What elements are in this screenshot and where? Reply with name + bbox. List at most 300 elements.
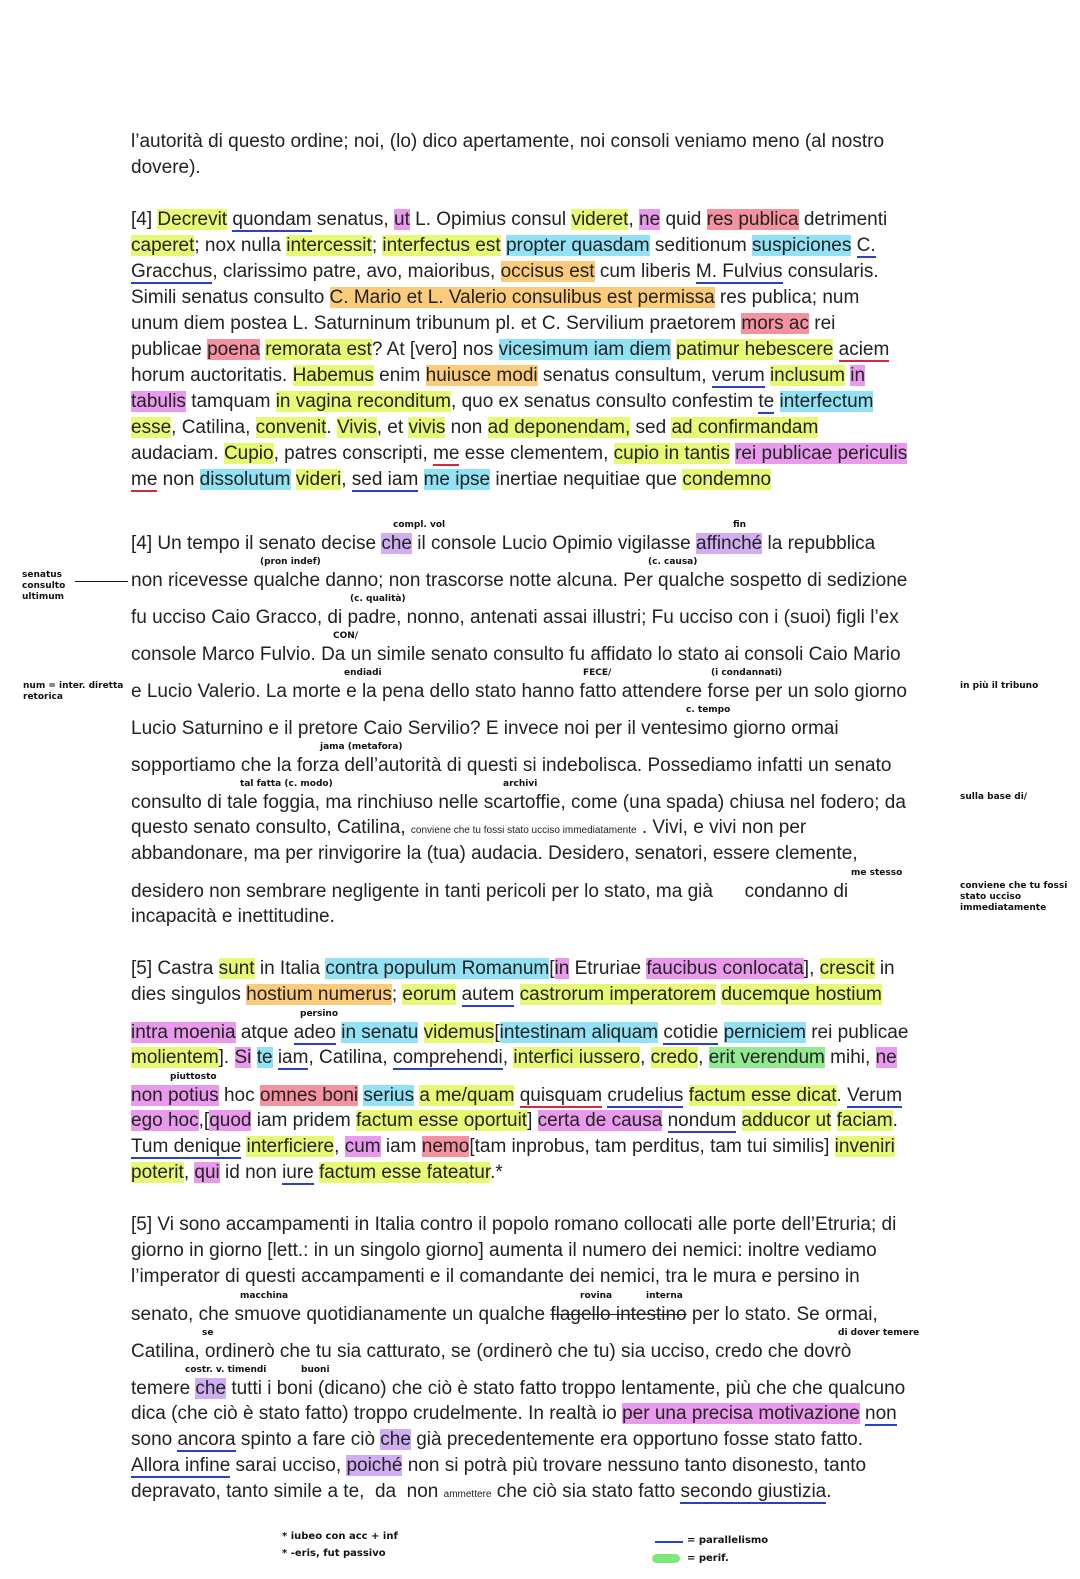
annotation: (c. qualità): [350, 594, 406, 604]
highlighted-phrase: C.: [856, 235, 876, 256]
annotation: buoni: [301, 1365, 330, 1375]
text-segment: atque: [235, 1022, 294, 1043]
text-segment: cum liberis: [594, 261, 696, 282]
text-segment: , patres conscripti,: [273, 443, 434, 464]
highlighted-phrase: ne: [639, 209, 661, 230]
text-segment: ? At [vero] nos: [371, 339, 499, 360]
highlighted-phrase: patimur hebescere: [675, 339, 834, 360]
text-segment: ,: [640, 1047, 651, 1068]
annotation: interna: [646, 1291, 683, 1301]
highlighted-phrase: propter quasdam: [505, 235, 650, 256]
highlighted-phrase: quondam: [232, 209, 312, 230]
text-line: [131, 1264, 1031, 1290]
text-line: [131, 129, 1031, 155]
text-segment: [5] Castra: [131, 958, 219, 979]
highlighted-phrase: caperet: [131, 235, 195, 256]
text-line: [131, 1212, 1031, 1238]
highlighted-phrase: ammettere: [443, 1489, 492, 1500]
text-line: [131, 815, 1031, 841]
highlighted-phrase: perniciem: [723, 1022, 806, 1043]
text-segment: l’autorità di questo ordine; noi, (lo) dico apertamente, noi consoli veniamo meno (al nostro: [131, 131, 885, 152]
annotation: rovina: [580, 1291, 613, 1301]
highlighted-phrase: poiché: [346, 1455, 403, 1476]
highlighted-phrase: molientem: [131, 1047, 219, 1068]
text-segment: [418, 1022, 423, 1043]
text-line: [23, 667, 1039, 704]
highlighted-phrase: cum: [344, 1136, 381, 1157]
highlighted-phrase: adducor ut: [741, 1110, 832, 1131]
annotation: compl. vol: [393, 520, 446, 530]
text-segment: L. Opimius consul: [409, 209, 572, 230]
annotation: FECE/: [583, 668, 612, 678]
text-line: [131, 1108, 1031, 1134]
text-line: [131, 956, 1031, 982]
text-line: [131, 904, 1031, 930]
text-segment: [514, 1085, 519, 1106]
text-line: [131, 519, 1031, 556]
text-segment: [4]: [131, 209, 158, 230]
text-line: [131, 207, 1031, 233]
highlighted-phrase: te: [758, 391, 775, 412]
text-segment: ,[: [198, 1110, 210, 1131]
annotation-margin: sulla base di/: [960, 792, 1028, 802]
highlighted-phrase: castrorum imperatorem: [519, 984, 717, 1005]
highlighted-phrase: M. Fulvius: [695, 261, 783, 282]
text-segment: hoc: [218, 1085, 260, 1106]
annotation: CON/: [333, 631, 359, 641]
text-segment: ,: [183, 1162, 195, 1183]
highlighted-phrase: poena: [207, 339, 260, 360]
highlighted-phrase: in senatu: [341, 1022, 419, 1043]
highlighted-phrase: C. Mario et L. Valerio consulibus est permissa: [329, 287, 715, 308]
text-segment: [851, 235, 856, 256]
text-line: [131, 704, 1031, 741]
highlighted-phrase: ad deponendam,: [487, 417, 631, 438]
note-iubeo: * iubeo con acc + inf: [282, 1531, 398, 1542]
text-segment: già precedentemente era opportuno fosse stato fatto.: [410, 1429, 864, 1450]
text-line: [131, 841, 1031, 867]
text-segment: senato, che smuove quotidianamente un qualche: [131, 1304, 551, 1325]
highlighted-phrase: me: [433, 443, 460, 464]
highlighted-phrase: tabulis: [131, 391, 186, 412]
highlighted-phrase: erit verendum: [708, 1047, 825, 1068]
text-segment: . Vivi, e vivi non per: [636, 817, 807, 838]
highlighted-phrase: Gracchus: [131, 261, 213, 282]
highlighted-phrase: Allora infine: [131, 1455, 231, 1476]
paragraph-intro: [131, 129, 1031, 181]
text-segment: [833, 339, 838, 360]
annotation: se: [202, 1328, 214, 1338]
text-segment: , clarissimo patre, avo, maioribus,: [212, 261, 501, 282]
highlighted-phrase: interficiere: [246, 1136, 335, 1157]
highlighted-phrase: rei publicae periculis: [735, 443, 908, 464]
highlighted-phrase: dissolutum: [199, 469, 291, 490]
text-line: [131, 1327, 1031, 1364]
text-line: [131, 778, 1031, 815]
text-segment: spinto a fare ciò: [235, 1429, 381, 1450]
text-segment: iam: [380, 1136, 422, 1157]
text-segment: rei publicae: [805, 1022, 909, 1043]
highlighted-phrase: vivis: [408, 417, 446, 438]
highlighted-phrase: videri: [295, 469, 342, 490]
highlighted-phrase: in: [850, 365, 866, 386]
text-segment: tutti i boni (dicano) che ciò è stato fatto troppo lentamente, più che che qualcuno: [226, 1378, 906, 1399]
highlighted-phrase: quisquam: [519, 1085, 603, 1106]
annotation-margin: conviene che tu fossi stato ucciso immediatamente: [960, 881, 1068, 913]
text-line: [131, 441, 1031, 467]
text-line: [131, 1290, 1031, 1327]
annotation: jama (metafora): [320, 742, 403, 752]
text-segment: mihi,: [824, 1047, 876, 1068]
highlighted-phrase: contra populum Romanum: [325, 958, 550, 979]
text-segment: Lucio Saturnino e il pretore Caio Servilio? E invece noi per il ventesimo giorno ormai: [131, 718, 839, 739]
highlighted-phrase: aciem: [838, 339, 890, 360]
text-line: [131, 867, 1068, 913]
annotation: (c. causa): [648, 557, 698, 567]
highlighted-phrase: Si: [234, 1047, 252, 1068]
highlighted-phrase: serius: [363, 1085, 415, 1106]
text-segment: ,: [334, 1136, 345, 1157]
highlighted-phrase: verum: [711, 365, 765, 386]
paragraph-italian-5: [131, 1212, 1031, 1505]
highlighted-phrase: adeo: [293, 1022, 336, 1043]
highlighted-phrase: quod: [209, 1110, 252, 1131]
highlighted-phrase: occisus est: [500, 261, 595, 282]
annotation: archivi: [503, 779, 538, 789]
text-segment: non ricevesse qualche danno; non trascorse notte alcuna. Per qualche sospetto di sedizione: [131, 570, 908, 591]
highlighted-phrase: non potius: [131, 1085, 219, 1106]
highlighted-phrase: me ipse: [423, 469, 491, 490]
highlighted-phrase: Verum: [847, 1085, 903, 1106]
text-segment: ],: [803, 958, 820, 979]
highlighted-phrase: factum esse dicat: [688, 1085, 837, 1106]
text-segment: dovere).: [131, 157, 201, 178]
annotation: (i condannati): [711, 668, 783, 678]
highlighted-phrase: inclusum: [769, 365, 845, 386]
highlighted-phrase: te: [256, 1047, 273, 1068]
highlighted-phrase: eorum: [402, 984, 457, 1005]
highlighted-phrase: vicesimum iam diem: [498, 339, 671, 360]
text-segment: abbandonare, ma per rinvigorire la (tua) audacia. Desidero, senatori, essere clemente,: [131, 843, 858, 864]
highlighted-phrase: autem: [461, 984, 515, 1005]
text-line: [131, 285, 1031, 311]
text-segment: Etruriae: [569, 958, 647, 979]
annotation: fin: [733, 520, 747, 530]
annotation-margin: senatus consulto ultimum: [22, 570, 66, 602]
text-segment: non: [157, 469, 200, 490]
text-segment: [tam inprobus, tam perditus, tam tui similis]: [469, 1136, 835, 1157]
highlighted-phrase: flagello intestino: [550, 1304, 687, 1325]
text-segment: sono: [131, 1429, 178, 1450]
paragraph-italian-4: [22, 519, 1068, 930]
text-line: [131, 1045, 1031, 1071]
highlighted-phrase: credo: [650, 1047, 699, 1068]
text-segment: senatus consultum,: [537, 365, 712, 386]
text-line: [131, 1008, 1031, 1045]
text-segment: ,: [628, 209, 640, 230]
text-segment: iam pridem: [251, 1110, 356, 1131]
text-line: [131, 593, 1031, 630]
text-segment: .: [326, 417, 337, 438]
highlighted-phrase: sunt: [218, 958, 255, 979]
text-segment: ; nox nulla: [194, 235, 287, 256]
highlighted-phrase: hostium numerus: [246, 984, 392, 1005]
text-segment: inertiae nequitiae que: [490, 469, 683, 490]
text-segment: [251, 1047, 256, 1068]
text-segment: [514, 984, 519, 1005]
highlighted-phrase: Cupio: [223, 443, 274, 464]
highlighted-phrase: ad confirmandam: [671, 417, 819, 438]
text-segment: console Marco Fulvio. Da un simile senato consulto fu affidato lo stato ai consoli Caio Mario: [131, 644, 901, 665]
text-segment: l’imperator di questi accampamenti e il comandante dei nemici, tra le mura e persino in: [131, 1266, 860, 1287]
text-segment: consulto di tale foggia, ma rinchiuso nelle scartoffie, come (una spada) chiusa nel fodero; da: [131, 792, 906, 813]
annotation-margin: num = inter. diretta retorica: [23, 681, 124, 702]
highlighted-phrase: ne: [875, 1047, 897, 1068]
highlighted-phrase: comprehendi: [392, 1047, 503, 1068]
text-segment: [: [549, 958, 555, 979]
text-segment: non si potrà più trovare nessuno tanto disonesto, tanto: [402, 1455, 867, 1476]
highlighted-phrase: faciam: [836, 1110, 893, 1131]
text-segment: ;: [391, 984, 403, 1005]
highlighted-phrase: convenit: [255, 417, 327, 438]
text-segment: senatus,: [311, 209, 394, 230]
highlighted-phrase: factum esse fateatur: [319, 1162, 491, 1183]
highlighted-phrase: intra moenia: [131, 1022, 236, 1043]
highlighted-phrase: nondum: [667, 1110, 737, 1131]
text-segment: ].: [218, 1047, 235, 1068]
text-line: [131, 363, 1031, 389]
text-segment: la repubblica: [762, 533, 876, 554]
text-segment: [5] Vi sono accampamenti in Italia contro il popolo romano collocati alle porte dell’Etruria; di: [131, 1214, 897, 1235]
highlighted-phrase: interfici iussero: [513, 1047, 641, 1068]
highlighted-phrase: affinché: [696, 533, 763, 554]
annotation: macchina: [240, 1291, 289, 1301]
text-segment: detrimenti: [798, 209, 888, 230]
text-segment: enim: [373, 365, 426, 386]
highlighted-phrase: cupio in tantis: [613, 443, 730, 464]
highlighted-phrase: in: [554, 958, 570, 979]
text-line: [131, 337, 1031, 363]
legend-parallelismo: = parallelismo: [687, 1535, 769, 1546]
text-line: [131, 1401, 1031, 1427]
text-line: [131, 233, 1031, 259]
highlighted-phrase: res publica: [706, 209, 799, 230]
text-segment: e Lucio Valerio. La morte e la pena dello stato hanno fatto attendere forse per un solo giorno: [131, 681, 907, 702]
annotation: persino: [300, 1009, 339, 1019]
text-segment: [774, 391, 779, 412]
text-segment: desidero non sembrare negligente in tanti pericoli per lo stato, ma già condanno di: [131, 881, 849, 902]
arrow-icon: [75, 581, 128, 582]
annotation: piuttosto: [170, 1072, 217, 1082]
highlighted-phrase: huiusce modi: [425, 365, 538, 386]
text-segment: ]: [527, 1110, 538, 1131]
text-segment: , Catilina,: [308, 1047, 393, 1068]
highlighted-phrase: certa de causa: [537, 1110, 663, 1131]
highlighted-phrase: faucibus conlocata: [646, 958, 804, 979]
annotation-margin: in più il tribuno: [960, 681, 1039, 691]
text-segment: in: [874, 958, 895, 979]
highlighted-phrase: Habemus: [292, 365, 374, 386]
text-segment: rei: [808, 313, 836, 334]
text-segment: , Catilina,: [171, 417, 256, 438]
highlighted-phrase: sed iam: [351, 469, 419, 490]
highlighted-phrase: cotidie: [663, 1022, 719, 1043]
annotation: me stesso: [851, 868, 903, 878]
legend-swatch-perif: [652, 1554, 680, 1563]
text-segment: temere: [131, 1378, 196, 1399]
text-segment: sed: [630, 417, 672, 438]
text-segment: [718, 1022, 723, 1043]
text-segment: ,: [698, 1047, 709, 1068]
text-segment: ;: [371, 235, 383, 256]
highlighted-phrase: interfectum: [779, 391, 874, 412]
text-line: [131, 1134, 1031, 1160]
highlighted-phrase: interfectus est: [382, 235, 501, 256]
highlighted-phrase: ut: [394, 209, 410, 230]
text-line: [131, 415, 1031, 441]
highlighted-phrase: esse: [131, 417, 172, 438]
text-segment: .: [892, 1110, 898, 1131]
note-eris: * -eris, fut passivo: [282, 1548, 386, 1559]
highlighted-phrase: condemno: [682, 469, 772, 490]
highlighted-phrase: intestinam aliquam: [499, 1022, 659, 1043]
highlighted-phrase: non: [865, 1403, 897, 1424]
highlighted-phrase: crudelius: [607, 1085, 684, 1106]
text-line: [131, 389, 1031, 415]
text-segment: non: [445, 417, 488, 438]
text-segment: [291, 469, 296, 490]
annotation: di dover temere: [838, 1328, 920, 1338]
text-segment: che ciò sia stato fatto: [491, 1481, 681, 1502]
text-segment: [418, 469, 423, 490]
text-segment: incapacità e inettitudine.: [131, 906, 335, 927]
text-segment: esse clementem,: [459, 443, 614, 464]
highlighted-phrase: remorata est: [265, 339, 372, 360]
highlighted-phrase: secondo giustizia: [680, 1481, 827, 1502]
text-segment: dica (che ciò è stato fatto) troppo crudelmente. In realtà io: [131, 1403, 623, 1424]
annotation: (pron indef): [260, 557, 321, 567]
text-line: [131, 1364, 1031, 1401]
text-segment: .: [826, 1481, 832, 1502]
text-segment: giorno in giorno [lett.: in un singolo giorno] aumenta il numero dei nemici: inoltre vediamo: [131, 1240, 877, 1261]
highlighted-phrase: a me/quam: [419, 1085, 515, 1106]
text-line: [131, 311, 1031, 337]
text-segment: [831, 1110, 836, 1131]
text-segment: depravato, tanto simile a te, da non: [131, 1481, 444, 1502]
text-segment: Catilina, ordinerò che tu sia catturato, se (ordinerò che tu) sia ucciso, credo che dovrò: [131, 1341, 852, 1362]
highlighted-phrase: suspiciones: [752, 235, 852, 256]
highlighted-phrase: che: [195, 1378, 227, 1399]
text-segment: questo senato consulto, Catilina,: [131, 817, 411, 838]
highlighted-phrase: mors ac: [741, 313, 809, 334]
text-line: [131, 1071, 1031, 1108]
highlighted-phrase: ancora: [177, 1429, 236, 1450]
text-segment: per lo stato. Se ormai,: [686, 1304, 878, 1325]
text-line: [131, 155, 1031, 181]
text-segment: sarai ucciso,: [230, 1455, 347, 1476]
highlighted-phrase: crescit: [819, 958, 875, 979]
highlighted-phrase: nemo: [421, 1136, 470, 1157]
highlighted-phrase: Tum denique: [131, 1136, 242, 1157]
text-segment: ,: [502, 1047, 514, 1068]
text-line: [131, 630, 1031, 667]
text-segment: consularis.: [782, 261, 879, 282]
text-segment: fu ucciso Caio Gracco, di padre, nonno, antenati assai illustri; Fu ucciso con i (suoi) figli l’ex: [131, 607, 899, 628]
text-line: [131, 1427, 1031, 1453]
text-segment: sopportiamo che la forza dell’autorità di questi si indebolisca. Possediamo infatti un senato: [131, 755, 892, 776]
text-segment: quid: [660, 209, 707, 230]
text-line: [131, 982, 1031, 1008]
text-segment: [683, 1085, 688, 1106]
text-segment: il console Lucio Opimio vigilasse: [411, 533, 697, 554]
annotation: endiadi: [344, 668, 382, 678]
highlighted-phrase: omnes boni: [259, 1085, 359, 1106]
text-line: [131, 1479, 1031, 1505]
text-segment: horum auctoritatis.: [131, 365, 293, 386]
text-segment: unum diem postea L. Saturninum tribunum pl. et C. Servilium praetorem: [131, 313, 742, 334]
text-segment: , et: [376, 417, 409, 438]
highlighted-phrase: ego hoc: [131, 1110, 199, 1131]
legend-perif: = perif.: [687, 1553, 729, 1564]
highlighted-phrase: conviene che tu fossi stato ucciso immediatamente: [410, 825, 637, 836]
highlighted-phrase: me: [131, 469, 158, 490]
text-line: [131, 1238, 1031, 1264]
text-segment: , quo ex senatus consulto confestim: [451, 391, 759, 412]
text-line: [131, 467, 1031, 493]
highlighted-phrase: videmus: [423, 1022, 495, 1043]
text-segment: Simili senatus consulto: [131, 287, 330, 308]
text-segment: dies singulos: [131, 984, 247, 1005]
text-segment: publicae: [131, 339, 208, 360]
text-segment: id non: [219, 1162, 283, 1183]
text-segment: tamquam: [185, 391, 276, 412]
highlighted-phrase: in vagina reconditum: [275, 391, 452, 412]
text-segment: .: [836, 1085, 848, 1106]
highlighted-phrase: Vivis: [336, 417, 377, 438]
paragraph-latin-5: [131, 956, 1031, 1186]
notes-area: [0, 1531, 1080, 1579]
highlighted-phrase: ducemque hostium: [721, 984, 882, 1005]
text-segment: [736, 1110, 741, 1131]
text-line: [131, 1160, 1031, 1186]
highlighted-phrase: videret: [571, 209, 629, 230]
text-segment: [: [494, 1022, 500, 1043]
text-segment: [4] Un tempo il senato decise: [131, 533, 382, 554]
highlighted-phrase: qui: [194, 1162, 220, 1183]
paragraph-latin-4: [131, 207, 1031, 493]
highlighted-phrase: factum esse oportuit: [356, 1110, 528, 1131]
annotation: costr. v. timendi: [185, 1365, 267, 1375]
text-segment: .*: [490, 1162, 503, 1183]
highlighted-phrase: che: [381, 533, 412, 554]
text-segment: audaciam.: [131, 443, 224, 464]
text-line: [131, 1453, 1031, 1479]
text-segment: in Italia: [254, 958, 326, 979]
highlighted-phrase: che: [380, 1429, 411, 1450]
legend-swatch-parallelismo: [655, 1541, 683, 1543]
highlighted-phrase: iam: [277, 1047, 309, 1068]
highlighted-phrase: Decrevit: [157, 209, 228, 230]
text-segment: res publica; num: [714, 287, 860, 308]
text-segment: seditionum: [649, 235, 753, 256]
highlighted-phrase: iure: [282, 1162, 314, 1183]
annotation: tal fatta (c. modo): [240, 779, 333, 789]
annotation: c. tempo: [686, 705, 731, 715]
highlighted-phrase: intercessit: [286, 235, 372, 256]
highlighted-phrase: inveniri: [834, 1136, 895, 1157]
highlighted-phrase: per una precisa motivazione: [622, 1403, 860, 1424]
text-line: [131, 259, 1031, 285]
